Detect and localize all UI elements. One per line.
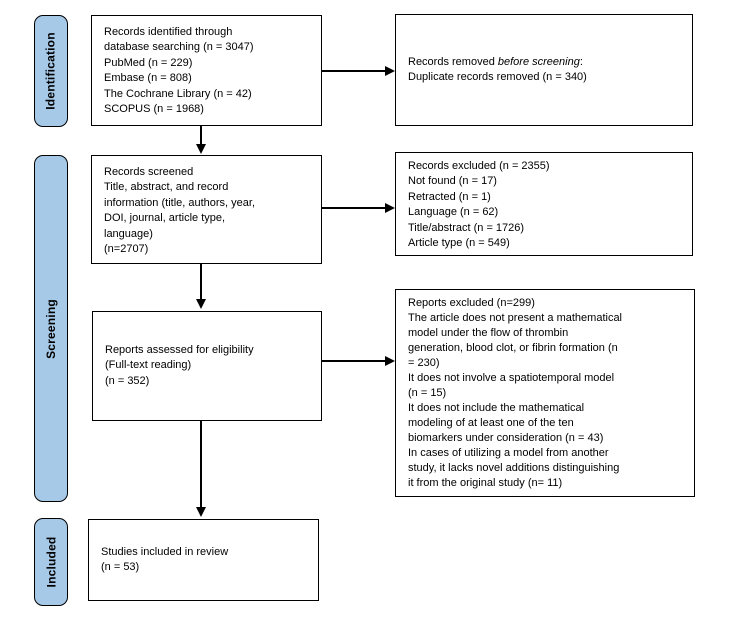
text-line: Embase (n = 808) — [104, 72, 192, 85]
text-line: (n = 15) — [408, 387, 447, 399]
box-reports-assessed — [92, 311, 322, 421]
box-studies-included — [88, 519, 319, 601]
box-records-screened — [91, 155, 322, 264]
text-line: (n=2707) — [104, 243, 149, 256]
arrow-assessed-to-reports-excluded — [322, 360, 386, 362]
stage-label-text: Screening — [44, 298, 59, 359]
text-line: Article type (n = 549) — [408, 237, 510, 250]
text-line: = 230) — [408, 357, 440, 369]
stage-label-text: Included — [44, 536, 58, 588]
text-line: biomarkers under consideration (n = 43) — [408, 432, 604, 444]
text-line: Duplicate records removed (n = 340) — [408, 71, 587, 83]
text-line: (Full-text reading) — [105, 359, 192, 372]
stage-label-included — [34, 518, 68, 606]
box-records-removed-before-screening — [395, 14, 693, 126]
box-records-excluded — [395, 152, 693, 256]
text-segment: : — [579, 55, 583, 68]
text-line: It does not involve a spatiotemporal model — [408, 372, 615, 384]
text-line: language) — [104, 227, 153, 240]
stage-label-identification — [34, 15, 68, 127]
text-line: It does not include the mathematical — [408, 402, 585, 414]
text-line: (n = 53) — [101, 561, 140, 573]
text-line: Records screened — [104, 166, 194, 178]
text-line: study, it lacks novel additions distinguishing — [408, 462, 620, 474]
text-line: The article does not present a mathematical — [408, 312, 623, 324]
stage-label-text: Identification — [44, 32, 58, 110]
arrow-screened-to-excluded — [322, 207, 386, 209]
text-line: it from the original study (n= 11) — [408, 477, 563, 489]
text-line: The Cochrane Library (n = 42) — [104, 87, 252, 100]
text-line: PubMed (n = 229) — [104, 56, 193, 69]
arrow-screened-to-assessed — [200, 264, 202, 300]
text-line: Title, abstract, and record — [104, 181, 229, 194]
text-line: Title/abstract (n = 1726) — [408, 221, 525, 234]
arrowhead-right-icon — [385, 66, 395, 76]
arrow-identified-to-removed — [322, 70, 386, 72]
text-segment: Records removed — [408, 55, 498, 68]
text-line: Studies included in review — [101, 545, 229, 558]
text-line — [408, 55, 682, 70]
text-segment-italic: before screening — [497, 55, 580, 68]
text-line: modeling of at least one of the ten — [408, 417, 574, 429]
text-line: (n = 352) — [105, 374, 150, 387]
arrowhead-right-icon — [385, 203, 395, 213]
text-line: Records excluded (n = 2355) — [408, 160, 550, 172]
stage-label-screening — [34, 155, 68, 502]
arrowhead-down-icon — [196, 507, 206, 517]
box-records-identified — [91, 15, 322, 126]
text-line: generation, blood clot, or fibrin formation (n — [408, 342, 618, 354]
arrow-assessed-to-included — [200, 421, 202, 508]
arrowhead-down-icon — [196, 144, 206, 154]
text-line: SCOPUS (n = 1968) — [104, 103, 204, 116]
text-line: Reports assessed for eligibility — [105, 343, 254, 356]
text-line: Not found (n = 17) — [408, 175, 497, 188]
text-line: Language (n = 62) — [408, 206, 499, 219]
text-line: Records identified through — [104, 26, 233, 38]
text-line: Reports excluded (n=299) — [408, 297, 535, 309]
box-reports-excluded — [395, 289, 695, 497]
arrowhead-down-icon — [196, 299, 206, 309]
text-line: Retracted (n = 1) — [408, 190, 491, 203]
text-line: DOI, journal, article type, — [104, 212, 226, 225]
text-line: In cases of utilizing a model from another — [408, 447, 609, 459]
text-line: database searching (n = 3047) — [104, 41, 254, 54]
arrowhead-right-icon — [385, 356, 395, 366]
arrow-identified-to-screened — [200, 126, 202, 145]
text-line: information (title, authors, year, — [104, 196, 256, 209]
text-line: model under the flow of thrombin — [408, 327, 569, 339]
